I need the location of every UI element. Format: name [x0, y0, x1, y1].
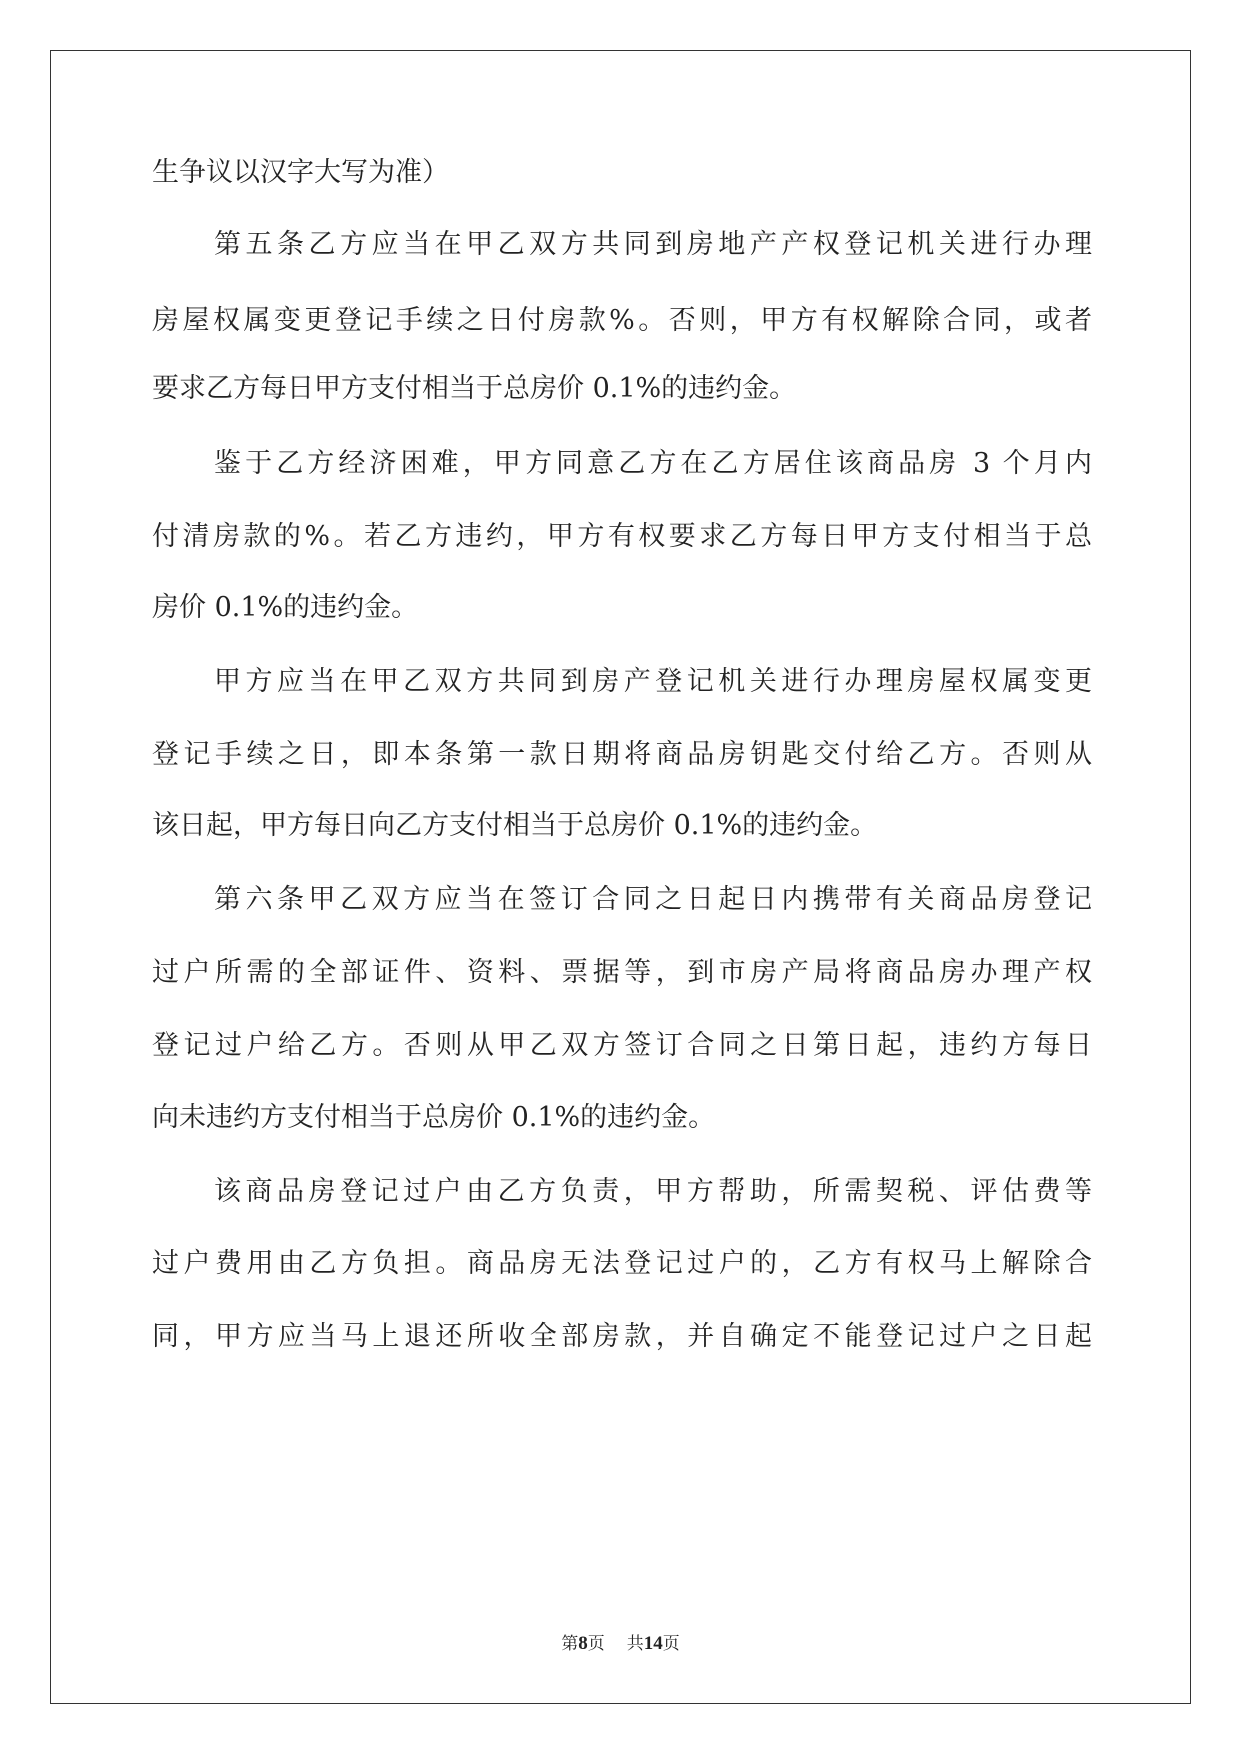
text-line: 房价 0.1%的违约金。	[152, 592, 419, 623]
text-line: 房屋权属变更登记手续之日付房款%。否则，甲方有权解除合同，或者	[152, 305, 1092, 336]
text-line: 过户所需的全部证件、资料、票据等，到市房产局将商品房办理产权	[152, 957, 1092, 988]
text-line: 付清房款的%。若乙方违约，甲方有权要求乙方每日甲方支付相当于总	[152, 521, 1092, 552]
page-footer	[0, 1632, 1241, 1656]
text-line: 要求乙方每日甲方支付相当于总房价 0.1%的违约金。	[152, 373, 797, 404]
paragraph-start-line: 第六条甲乙双方应当在签订合同之日起日内携带有关商品房登记	[214, 884, 1092, 915]
text-line: 同，甲方应当马上退还所收全部房款，并自确定不能登记过户之日起	[152, 1321, 1092, 1352]
text-line: 登记过户给乙方。否则从甲乙双方签订合同之日第日起，违约方每日	[152, 1030, 1092, 1061]
total-pages: 14	[643, 1633, 663, 1654]
page-suffix: 页	[587, 1634, 605, 1654]
paragraph-start-line: 第五条乙方应当在甲乙双方共同到房地产产权登记机关进行办理	[214, 229, 1092, 260]
paragraph-start-line: 甲方应当在甲乙双方共同到房产登记机关进行办理房屋权属变更	[214, 666, 1092, 697]
text-line: 该日起，甲方每日向乙方支付相当于总房价 0.1%的违约金。	[152, 810, 878, 841]
text-line: 生争议以汉字大写为准）	[152, 157, 449, 188]
text-line: 过户费用由乙方负担。商品房无法登记过户的，乙方有权马上解除合	[152, 1248, 1092, 1279]
total-suffix: 页	[662, 1634, 680, 1654]
total-prefix: 共	[626, 1634, 644, 1654]
text-line: 向未违约方支付相当于总房价 0.1%的违约金。	[152, 1102, 716, 1133]
page-number: 8	[578, 1633, 588, 1654]
page-prefix: 第	[561, 1634, 579, 1654]
paragraph-start-line: 鉴于乙方经济困难，甲方同意乙方在乙方居住该商品房 3 个月内	[214, 448, 1092, 479]
text-line: 登记手续之日，即本条第一款日期将商品房钥匙交付给乙方。否则从	[152, 739, 1092, 770]
total-pages-label	[627, 1634, 680, 1654]
page-border	[50, 50, 1191, 1704]
paragraph-start-line: 该商品房登记过户由乙方负责，甲方帮助，所需契税、评估费等	[214, 1176, 1092, 1207]
page-number-label	[561, 1634, 605, 1654]
